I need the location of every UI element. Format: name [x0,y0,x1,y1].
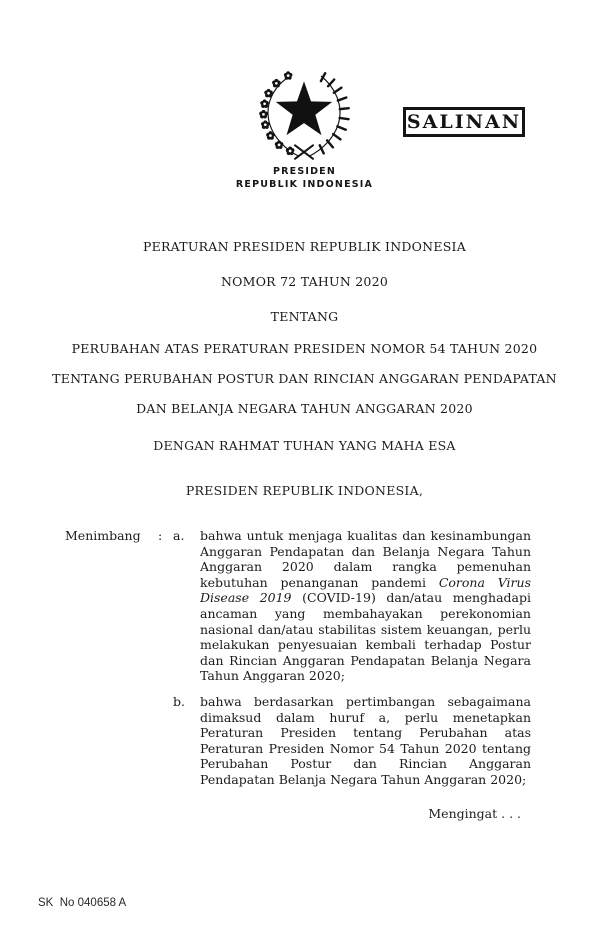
invocation-line: DENGAN RAHMAT TUHAN YANG MAHA ESA [153,438,456,453]
catchword-mengingat: Mengingat . . . [428,806,521,821]
sk-document-code: SK No 040658 A [38,897,127,909]
menimbang-label: Menimbang [65,528,141,543]
item-text-a-before: bahwa untuk menjaga kualitas dan kesinambungan Anggaran Pendapatan dan Belanja Negara Tahun Anggaran 2020 dalam rangka pemenuhan kebutuhan penanganan pandemi [200,528,531,590]
item-text-b: bahwa berdasarkan pertimbangan sebagaimana dimaksud dalam huruf a, perlu menetapkan Peraturan Presiden tentang Perubahan atas Peraturan Presiden Nomor 54 Tahun 2020 tentang Perubahan Postur dan Rincian Anggaran Pendapatan Belanja Negara Tahun Anggaran 2020; [200,693,531,787]
seal-caption-line2: REPUBLIK INDONESIA [235,178,374,190]
consideration-item-b [65,694,531,788]
menimbang-colon: : [158,528,163,543]
item-text-a-italic: Corona Virus Disease 2019 [200,574,531,606]
regulation-number-line: NOMOR 72 TAHUN 2020 [220,274,389,289]
authority-line: PRESIDEN REPUBLIK INDONESIA, [185,483,424,498]
presidential-seal-icon [250,66,358,167]
subject-line-1: PERUBAHAN ATAS PERATURAN PRESIDEN NOMOR 54 TAHUN 2020 [71,341,538,356]
salinan-stamp [403,107,525,137]
subject-line-3: DAN BELANJA NEGARA TAHUN ANGGARAN 2020 [136,401,473,416]
item-letter-a: a. [173,528,185,543]
item-text-a-after: (COVID-19) dan/atau menghadapi ancaman yang membahayakan perekonomian nasional dan/atau stabilitas sistem keuangan, perlu melakukan penyesuaian kembali terhadap Postur dan Rincian Anggaran Pendapatan Belanja Negara Tahun Anggaran 2020; [200,590,531,684]
title-block [0,229,609,424]
item-letter-b: b. [173,693,185,709]
consideration-item-a [65,528,531,684]
salinan-stamp-label: SALINAN [406,111,522,133]
considerations-section [65,528,531,788]
seal-caption-line1: PRESIDEN [272,166,337,177]
regulation-title-line: PERATURAN PRESIDEN REPUBLIK INDONESIA [142,239,466,254]
seal-caption [0,166,609,191]
tentang-line: TENTANG [270,309,339,324]
item-text-a [200,528,531,684]
subject-line-2: TENTANG PERUBAHAN POSTUR DAN RINCIAN ANGGARAN PENDAPATAN [52,371,557,386]
